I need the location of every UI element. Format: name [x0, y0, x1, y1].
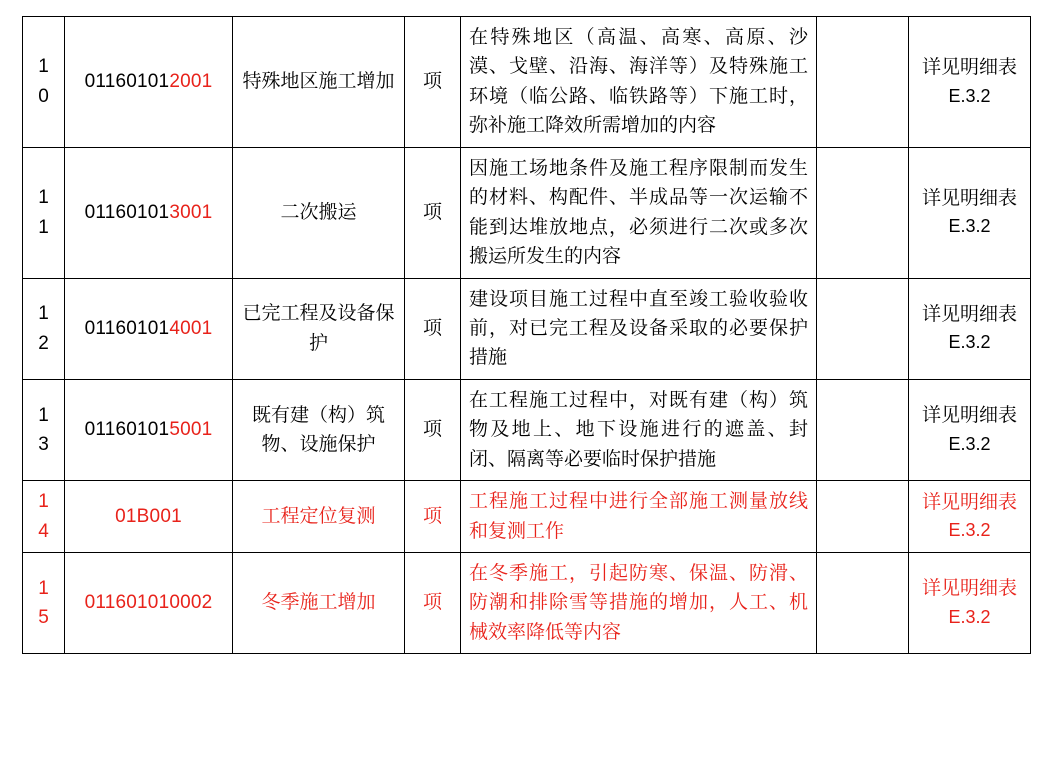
description-cell: 在特殊地区（高温、高寒、高原、沙漠、戈壁、沿海、海洋等）及特殊施工环境（临公路、临铁路等）下施工时，弥补施工降效所需增加的内容	[461, 17, 817, 148]
row-number-digit: 1	[38, 56, 49, 78]
row-number-digit: 1	[38, 187, 49, 209]
row-number-digit: 1	[38, 491, 49, 513]
blank-cell	[817, 17, 909, 148]
code-base: 01160101	[84, 317, 170, 339]
unit-cell: 项	[405, 379, 461, 480]
code-suffix: 4001	[169, 317, 213, 339]
row-number-cell	[23, 553, 65, 654]
note-cell	[909, 379, 1031, 480]
project-code-cell	[65, 553, 233, 654]
code-suffix: 5001	[169, 419, 213, 441]
code-base: 0116010	[84, 592, 159, 614]
row-number-cell	[23, 147, 65, 278]
code-base: 01B001	[115, 505, 182, 527]
row-number-digit: 4	[38, 520, 49, 542]
unit-cell: 项	[405, 17, 461, 148]
project-code-cell	[65, 17, 233, 148]
row-number-digit: 1	[38, 303, 49, 325]
blank-cell	[817, 278, 909, 379]
code-base: 01160101	[84, 71, 170, 93]
unit-cell: 项	[405, 147, 461, 278]
note-line-2: E.3.2	[948, 520, 991, 541]
unit-cell: 项	[405, 278, 461, 379]
table-row	[23, 379, 1031, 480]
note-line-1: 详见明细表	[921, 57, 1017, 79]
row-number-digit: 3	[38, 433, 49, 455]
note-line-1: 详见明细表	[921, 303, 1017, 325]
project-name-cell: 工程定位复测	[233, 481, 405, 553]
code-suffix: 3001	[169, 201, 213, 223]
note-cell	[909, 147, 1031, 278]
blank-cell	[817, 553, 909, 654]
row-number-cell	[23, 278, 65, 379]
row-number-digit: 1	[38, 216, 49, 238]
project-code-cell	[65, 147, 233, 278]
description-cell: 建设项目施工过程中直至竣工验收验收前，对已完工程及设备采取的必要保护措施	[461, 278, 817, 379]
row-number-digit: 0	[38, 85, 49, 107]
unit-cell: 项	[405, 481, 461, 553]
note-line-1: 详见明细表	[921, 578, 1017, 600]
row-number-digit: 2	[38, 332, 49, 354]
project-name-cell: 特殊地区施工增加	[233, 17, 405, 148]
table-row	[23, 481, 1031, 553]
project-name-cell: 冬季施工增加	[233, 553, 405, 654]
note-cell	[909, 553, 1031, 654]
note-line-2: E.3.2	[948, 606, 991, 627]
code-base: 01160101	[84, 419, 170, 441]
project-code-cell	[65, 481, 233, 553]
measures-table	[22, 16, 1031, 654]
note-line-2: E.3.2	[948, 216, 991, 237]
note-line-1: 详见明细表	[921, 187, 1017, 209]
unit-cell: 项	[405, 553, 461, 654]
row-number-digit: 5	[38, 607, 49, 629]
project-code-cell	[65, 379, 233, 480]
table-row	[23, 147, 1031, 278]
table-row	[23, 553, 1031, 654]
note-cell	[909, 481, 1031, 553]
code-suffix: 10002	[158, 592, 213, 614]
table-row	[23, 17, 1031, 148]
row-number-cell	[23, 17, 65, 148]
project-name-cell: 二次搬运	[233, 147, 405, 278]
code-suffix: 2001	[169, 71, 213, 93]
note-line-1: 详见明细表	[921, 405, 1017, 427]
project-name-cell: 既有建（构）筑物、设施保护	[233, 379, 405, 480]
note-cell	[909, 278, 1031, 379]
blank-cell	[817, 147, 909, 278]
table-body	[23, 17, 1031, 654]
row-number-digit: 1	[38, 404, 49, 426]
description-cell: 在工程施工过程中，对既有建（构）筑物及地上、地下设施进行的遮盖、封闭、隔离等必要临时保护措施	[461, 379, 817, 480]
note-line-2: E.3.2	[948, 85, 991, 106]
row-number-cell	[23, 481, 65, 553]
note-line-2: E.3.2	[948, 433, 991, 454]
description-cell: 工程施工过程中进行全部施工测量放线和复测工作	[461, 481, 817, 553]
code-base: 01160101	[84, 201, 170, 223]
table-row	[23, 278, 1031, 379]
project-code-cell	[65, 278, 233, 379]
row-number-cell	[23, 379, 65, 480]
note-line-1: 详见明细表	[921, 491, 1017, 513]
blank-cell	[817, 481, 909, 553]
description-cell: 在冬季施工，引起防寒、保温、防滑、防潮和排除雪等措施的增加，人工、机械效率降低等内容	[461, 553, 817, 654]
row-number-digit: 1	[38, 577, 49, 599]
blank-cell	[817, 379, 909, 480]
note-line-2: E.3.2	[948, 332, 991, 353]
note-cell	[909, 17, 1031, 148]
description-cell: 因施工场地条件及施工程序限制而发生的材料、构配件、半成品等一次运输不能到达堆放地点，必须进行二次或多次搬运所发生的内容	[461, 147, 817, 278]
project-name-cell: 已完工程及设备保护	[233, 278, 405, 379]
